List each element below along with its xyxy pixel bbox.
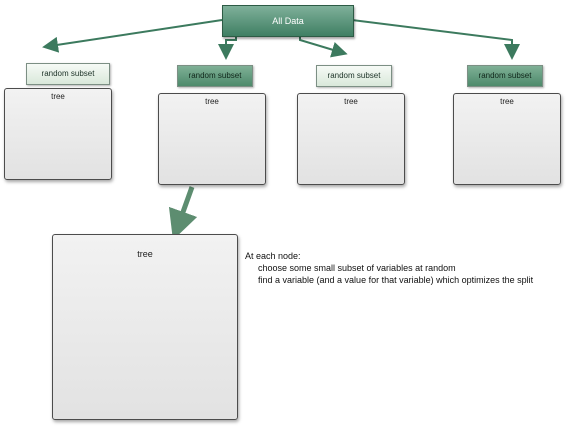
tree-panel-3: [297, 93, 405, 185]
tree-panel-2: [158, 93, 266, 185]
note-line-1: choose some small subset of variables at random: [258, 263, 456, 273]
zoom-arrow: [178, 187, 192, 226]
subset-label-1: random subset: [26, 63, 110, 85]
node-note: [245, 250, 576, 286]
tree-panel-1: [4, 88, 112, 180]
subset-label-4: random subset: [467, 65, 543, 87]
all-data-label: All Data: [272, 16, 304, 26]
tree-panel-title: tree: [51, 92, 65, 101]
tree-panel-4: [453, 93, 561, 185]
tree-panel-title: tree: [344, 97, 358, 106]
note-line-2: find a variable (and a value for that variable) which optimizes the split: [258, 275, 534, 285]
all-data-box: [222, 5, 354, 37]
zoomed-tree-panel: [52, 234, 238, 420]
tree-panel-title: tree: [500, 97, 514, 106]
zoomed-tree-title: tree: [137, 249, 153, 259]
note-heading: At each node:: [245, 251, 301, 261]
subset-label-2: random subset: [177, 65, 253, 87]
subset-label-3: random subset: [316, 65, 392, 87]
tree-panel-title: tree: [205, 97, 219, 106]
